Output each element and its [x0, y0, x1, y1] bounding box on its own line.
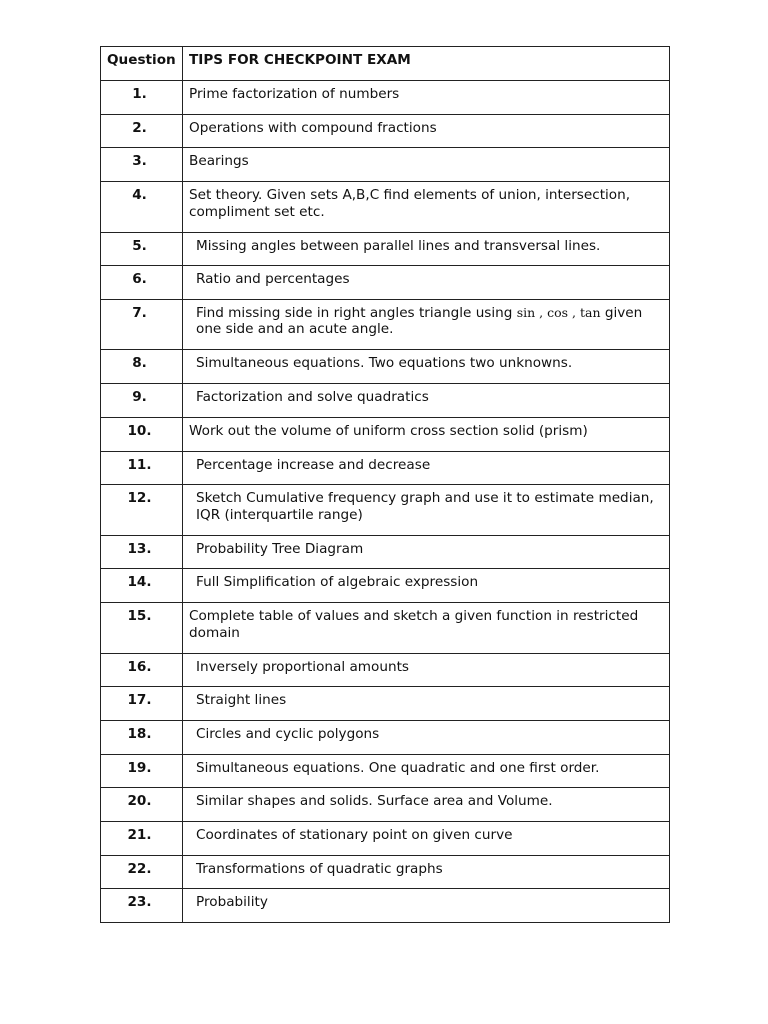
question-number	[101, 182, 183, 233]
question-number	[101, 603, 183, 654]
question-number	[101, 855, 183, 889]
table-row	[101, 148, 670, 182]
question-number-label: 23.	[127, 894, 152, 911]
table-row	[101, 535, 670, 569]
tip-text: Factorization and solve quadratics	[196, 389, 429, 406]
tip-cell	[183, 687, 670, 721]
tip-cell	[183, 266, 670, 300]
question-number-label: 2.	[132, 119, 147, 136]
question-number	[101, 114, 183, 148]
table-row	[101, 182, 670, 233]
question-number-label: 6.	[132, 271, 147, 288]
tip-text: Coordinates of stationary point on given curve	[196, 827, 513, 843]
tip-cell	[183, 855, 670, 889]
tip-cell	[183, 81, 670, 115]
question-number	[101, 535, 183, 569]
question-number-label: 16.	[127, 658, 152, 675]
question-number-label: 5.	[132, 237, 147, 254]
question-header: Question	[101, 47, 183, 81]
question-number-label: 8.	[132, 355, 147, 372]
question-number	[101, 653, 183, 687]
tip-text-part: given one side and an acute angle.	[196, 304, 643, 338]
header-row	[101, 47, 670, 81]
question-number	[101, 232, 183, 266]
tip-text: Inversely proportional amounts	[196, 658, 409, 675]
tip-text: Ratio and percentages	[196, 271, 350, 288]
question-number-label: 10.	[127, 422, 152, 439]
question-number	[101, 266, 183, 300]
question-number	[101, 720, 183, 754]
tip-cell	[183, 535, 670, 569]
tip-cell	[183, 889, 670, 923]
tip-text: Operations with compound fractions	[189, 119, 437, 136]
question-number	[101, 148, 183, 182]
tip-text: Missing angles between parallel lines and transversal lines.	[196, 237, 601, 254]
tip-cell	[183, 182, 670, 233]
question-number	[101, 350, 183, 384]
question-number	[101, 687, 183, 721]
question-number	[101, 485, 183, 536]
tip-text: Transformations of quadratic graphs	[196, 860, 443, 877]
tips-table	[100, 46, 670, 923]
table-row	[101, 788, 670, 822]
table-row	[101, 266, 670, 300]
question-number-label: 3.	[132, 153, 147, 170]
question-number-label: 9.	[132, 389, 147, 406]
question-number-label: 19.	[127, 759, 152, 776]
table-row	[101, 350, 670, 384]
question-number-label: 21.	[127, 827, 152, 843]
tip-cell	[183, 417, 670, 451]
tip-text: Probability Tree Diagram	[196, 540, 364, 557]
tip-cell	[183, 114, 670, 148]
tip-text: Bearings	[189, 153, 249, 170]
question-number	[101, 889, 183, 923]
tip-text-part: Find missing side in right angles triangle using	[196, 304, 517, 321]
table-row	[101, 417, 670, 451]
tip-cell	[183, 603, 670, 654]
question-number	[101, 754, 183, 788]
table-row	[101, 384, 670, 418]
question-number-label: 20.	[127, 793, 152, 810]
table-row	[101, 889, 670, 923]
tip-cell	[183, 788, 670, 822]
tip-cell	[183, 232, 670, 266]
tip-text	[189, 305, 663, 338]
tip-cell	[183, 384, 670, 418]
tip-cell	[183, 569, 670, 603]
question-number-label: 1.	[132, 86, 147, 102]
question-number-label: 11.	[127, 456, 152, 473]
tips-header: TIPS FOR CHECKPOINT EXAM	[183, 47, 670, 81]
table-row	[101, 299, 670, 350]
table-row	[101, 569, 670, 603]
tip-cell	[183, 822, 670, 856]
question-number	[101, 569, 183, 603]
tip-text: Probability	[196, 894, 268, 911]
question-number-label: 15.	[127, 608, 152, 625]
table-row	[101, 653, 670, 687]
tip-cell	[183, 451, 670, 485]
tip-text: Straight lines	[196, 692, 287, 709]
table-row	[101, 81, 670, 115]
tip-text: Simultaneous equations. One quadratic and one first order.	[196, 759, 600, 776]
question-number-label: 12.	[127, 490, 152, 507]
table-row	[101, 822, 670, 856]
question-number-label: 22.	[127, 860, 152, 877]
question-number-label: 17.	[127, 692, 152, 709]
tip-cell	[183, 485, 670, 536]
tip-text: Prime factorization of numbers	[189, 86, 400, 102]
table-row	[101, 720, 670, 754]
tip-cell	[183, 720, 670, 754]
tip-text: Simultaneous equations. Two equations two unknowns.	[196, 355, 573, 372]
question-number	[101, 417, 183, 451]
question-number	[101, 822, 183, 856]
question-number	[101, 81, 183, 115]
tip-cell	[183, 148, 670, 182]
table-row	[101, 114, 670, 148]
question-number-label: 4.	[132, 187, 147, 204]
table-row	[101, 451, 670, 485]
question-number-label: 7.	[132, 304, 147, 321]
tip-cell	[183, 299, 670, 350]
tip-text: Work out the volume of uniform cross section solid (prism)	[189, 422, 588, 439]
table-row	[101, 603, 670, 654]
trig-functions: sin , cos , tan	[516, 304, 601, 320]
tip-text: Sketch Cumulative frequency graph and use it to estimate median, IQR (interquartile range)	[196, 490, 654, 523]
tip-text: Percentage increase and decrease	[196, 456, 431, 473]
tip-text: Circles and cyclic polygons	[196, 725, 380, 742]
table-row	[101, 485, 670, 536]
tip-text: Complete table of values and sketch a given function in restricted domain	[189, 608, 639, 641]
tip-cell	[183, 350, 670, 384]
tip-text: Set theory. Given sets A,B,C find elements of union, intersection, compliment set etc.	[189, 187, 631, 220]
question-number	[101, 299, 183, 350]
question-number-label: 18.	[127, 725, 152, 742]
question-number-label: 13.	[127, 540, 152, 557]
table-row	[101, 855, 670, 889]
question-number	[101, 384, 183, 418]
tip-text: Full Simplification of algebraic expression	[196, 574, 479, 591]
question-number-label: 14.	[127, 574, 152, 591]
table-body	[101, 81, 670, 923]
tip-cell	[183, 653, 670, 687]
table-row	[101, 232, 670, 266]
table-row	[101, 687, 670, 721]
table-row	[101, 754, 670, 788]
question-number	[101, 788, 183, 822]
question-number	[101, 451, 183, 485]
tip-text: Similar shapes and solids. Surface area and Volume.	[196, 793, 553, 810]
tip-cell	[183, 754, 670, 788]
